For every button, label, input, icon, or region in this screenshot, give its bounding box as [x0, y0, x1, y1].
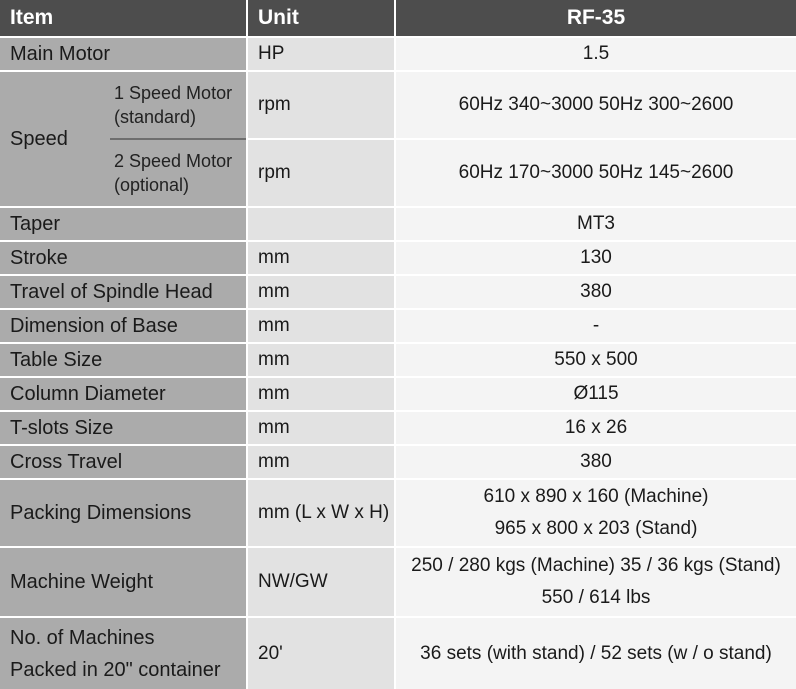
speed-sub-2-line2: (optional) — [114, 175, 190, 195]
unit-speed-2: rpm — [248, 140, 394, 206]
unit-table-size: mm — [248, 344, 394, 376]
row-travel-spindle-head — [0, 276, 796, 308]
item-speed: Speed — [0, 72, 110, 206]
row-packing-dimensions — [0, 480, 796, 546]
value-packing-dimensions — [396, 480, 796, 546]
packing-line-machine: 610 x 890 x 160 (Machine) — [483, 486, 709, 507]
item-dimension-base: Dimension of Base — [0, 310, 246, 342]
value-container: 36 sets (with stand) / 52 sets (w / o stand) — [396, 618, 796, 689]
item-main-motor: Main Motor — [0, 38, 246, 70]
value-speed-2: 60Hz 170~3000 50Hz 145~2600 — [396, 140, 796, 206]
value-dimension-base: - — [396, 310, 796, 342]
row-stroke — [0, 242, 796, 274]
unit-travel-spindle-head: mm — [248, 276, 394, 308]
value-machine-weight — [396, 548, 796, 616]
row-table-size — [0, 344, 796, 376]
speed-sub-1-line2: (standard) — [114, 107, 197, 127]
item-machine-weight: Machine Weight — [0, 548, 246, 616]
unit-taper — [248, 208, 394, 240]
unit-machine-weight: NW/GW — [248, 548, 394, 616]
speed-sub-1-line1: 1 Speed Motor — [114, 83, 233, 103]
container-line2: Packed in 20" container — [10, 658, 221, 681]
item-column-diameter: Column Diameter — [0, 378, 246, 410]
unit-t-slots-size: mm — [248, 412, 394, 444]
value-speed-1: 60Hz 340~3000 50Hz 300~2600 — [396, 72, 796, 138]
unit-packing-dimensions: mm (L x W x H) — [248, 480, 394, 546]
unit-speed-1: rpm — [248, 72, 394, 138]
item-cross-travel: Cross Travel — [0, 446, 246, 478]
item-table-size: Table Size — [0, 344, 246, 376]
header-item: Item — [0, 0, 246, 36]
row-main-motor — [0, 38, 796, 70]
value-column-diameter: Ø115 — [396, 378, 796, 410]
unit-stroke: mm — [248, 242, 394, 274]
row-dimension-base — [0, 310, 796, 342]
item-taper: Taper — [0, 208, 246, 240]
item-packing-dimensions: Packing Dimensions — [0, 480, 246, 546]
header-unit: Unit — [248, 0, 394, 36]
packing-line-stand: 965 x 800 x 203 (Stand) — [494, 518, 698, 539]
value-stroke: 130 — [396, 242, 796, 274]
value-taper: MT3 — [396, 208, 796, 240]
value-travel-spindle-head: 380 — [396, 276, 796, 308]
value-main-motor: 1.5 — [396, 38, 796, 70]
row-container — [0, 618, 796, 689]
item-travel-spindle-head: Travel of Spindle Head — [0, 276, 246, 308]
unit-dimension-base: mm — [248, 310, 394, 342]
value-cross-travel: 380 — [396, 446, 796, 478]
row-column-diameter — [0, 378, 796, 410]
container-line1: No. of Machines — [10, 626, 155, 649]
unit-container: 20' — [248, 618, 394, 689]
row-machine-weight — [0, 548, 796, 616]
speed-sub-2-line1: 2 Speed Motor — [114, 151, 233, 171]
value-t-slots-size: 16 x 26 — [396, 412, 796, 444]
weight-line-kgs: 250 / 280 kgs (Machine) 35 / 36 kgs (Stand) — [411, 555, 781, 576]
row-taper — [0, 208, 796, 240]
unit-cross-travel: mm — [248, 446, 394, 478]
unit-column-diameter: mm — [248, 378, 394, 410]
value-table-size: 550 x 500 — [396, 344, 796, 376]
row-cross-travel — [0, 446, 796, 478]
item-container — [0, 618, 246, 689]
row-speed-2 — [0, 140, 796, 206]
row-t-slots-size — [0, 412, 796, 444]
item-stroke: Stroke — [0, 242, 246, 274]
header-model: RF-35 — [396, 0, 796, 36]
weight-line-lbs: 550 / 614 lbs — [541, 587, 651, 608]
header-row — [0, 0, 796, 36]
unit-main-motor: HP — [248, 38, 394, 70]
row-speed-1 — [0, 72, 796, 138]
item-t-slots-size: T-slots Size — [0, 412, 246, 444]
